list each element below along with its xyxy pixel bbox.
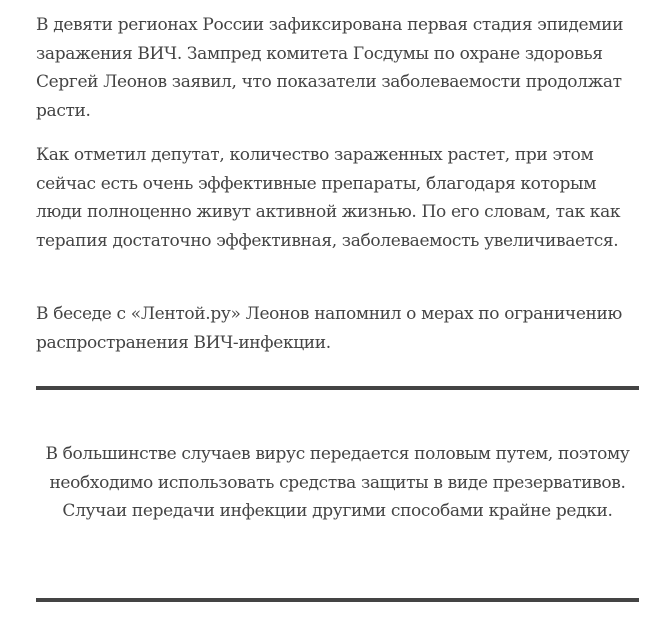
quote-bottom-divider bbox=[36, 598, 639, 602]
article-paragraph: В беседе с «Лентой.ру» Леонов напомнил о мерах по ограничению распространения ВИЧ-инфекции. bbox=[36, 304, 622, 353]
quote-top-divider bbox=[36, 386, 639, 390]
article-paragraph: Как отметил депутат, количество зараженных растет, при этом сейчас есть очень эффективные препараты, благодаря которым люди полноценно живут активной жизнью. По его словам, так как терапия достаточно эффективная, заболеваемость увеличивается. bbox=[36, 145, 621, 251]
pull-quote bbox=[36, 386, 639, 603]
pull-quote-text: В большинстве случаев вирус передается половым путем, поэтому необходимо использовать средства защиты в виде презервативов. Случаи передачи инфекции другими способами крайне редки. bbox=[45, 444, 630, 522]
article-paragraph: В девяти регионах России зафиксирована первая стадия эпидемии заражения ВИЧ. Зампред комитета Госдумы по охране здоровья Сергей Леонов заявил, что показатели заболеваемости продолжат расти. bbox=[36, 15, 624, 121]
